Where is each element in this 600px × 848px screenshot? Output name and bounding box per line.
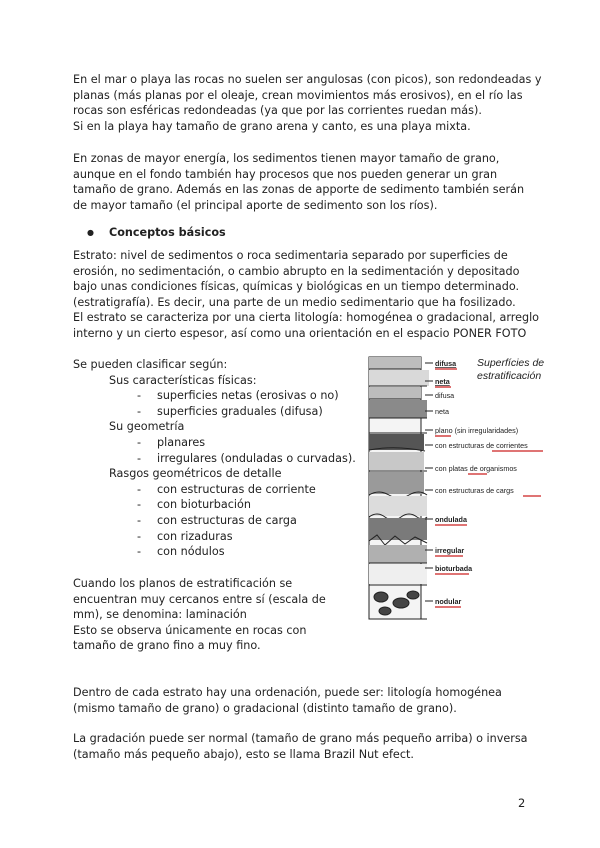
list-item: - con estructuras de carga xyxy=(137,513,297,527)
text-line: rocas son esféricas redondeadas (ya que por las corrientes ruedan más). xyxy=(73,104,482,118)
text-line: encuentran muy cercanos entre sí (escala de xyxy=(73,592,326,606)
label-neta-2: neta xyxy=(435,407,449,416)
text-line: planas (más planas por el oleaje, crean movimientos más erosivos), en el río las xyxy=(73,88,523,102)
text-line: tamaño de grano fino a muy fino. xyxy=(73,639,261,653)
classification-intro: Se pueden clasificar según: xyxy=(73,358,228,371)
paragraph-ordering xyxy=(73,685,535,716)
text-line: En zonas de mayor energía, los sedimentos tienen mayor tamaño de grano, xyxy=(73,152,500,165)
dash-icon: - xyxy=(137,482,142,496)
paragraph-energy-zones xyxy=(73,151,535,213)
dash-icon: - xyxy=(137,389,142,403)
text-line: La gradación puede ser normal (tamaño de grano más pequeño arriba) o inversa xyxy=(73,732,528,745)
section-heading xyxy=(73,225,535,241)
bullet-icon: ● xyxy=(87,228,94,237)
text-line: (mismo tamaño de grano) o gradacional (distinto tamaño de grano). xyxy=(73,701,457,715)
dash-icon: - xyxy=(137,435,142,449)
label-difusa-2: difusa xyxy=(435,391,455,400)
paragraph-lamination xyxy=(73,576,363,654)
text-line: mm), se denomina: laminación xyxy=(73,608,247,622)
text-line: Estrato: nivel de sedimentos o roca sedimentaria separado por superficies de xyxy=(73,249,508,262)
dash-icon: - xyxy=(137,498,142,512)
text-line: Si en la playa hay tamaño de grano arena y canto, es una playa mixta. xyxy=(73,119,471,133)
text-line: aunque en el fondo también hay procesos que nos pueden generar un gran xyxy=(73,167,498,181)
strata-column xyxy=(369,357,429,619)
dash-icon: - xyxy=(137,545,142,559)
category-title: Sus características físicas: xyxy=(109,373,257,387)
text-line: bajo unas condiciones físicas, químicas y biológicas en un tiempo determinado. xyxy=(73,280,520,294)
text-line: (estratigrafía). Es decir, una parte de un medio sedimentario que ha fosilizado. xyxy=(73,295,516,309)
label-irregular: irregular xyxy=(435,546,465,555)
dash-icon: - xyxy=(137,513,142,527)
page-number: 2 xyxy=(518,796,526,810)
category-title: Rasgos geométricos de detalle xyxy=(109,467,282,481)
paragraph-gradation xyxy=(73,731,535,762)
list-item: - irregulares (onduladas o curvadas). xyxy=(137,451,356,465)
figure-labels xyxy=(425,357,544,607)
stratification-figure xyxy=(355,353,555,623)
text-line: tamaño de grano. Además en las zonas de apporte de sedimento también serán xyxy=(73,183,525,197)
figure-title-line1: Superfícies de xyxy=(477,357,545,369)
label-ondulada: ondulada xyxy=(435,515,467,524)
heading-text: Conceptos básicos xyxy=(109,226,226,239)
category-title: Su geometría xyxy=(109,420,185,434)
text-line: El estrato se caracteriza por una cierta litología: homogénea o gradacional, arreglo xyxy=(73,311,540,325)
text-line: Cuando los planos de estratificación se xyxy=(73,577,293,590)
text-line: (tamaño más pequeño abajo), esto se llama Brazil Nut efect. xyxy=(73,747,414,761)
paragraph-rock-shapes xyxy=(73,72,542,134)
list-item: - con rizaduras xyxy=(137,529,233,543)
dash-icon: - xyxy=(137,529,142,543)
label-cargas: con estructuras de cargs xyxy=(435,486,514,495)
label-corrientes: con estructuras de corrientes xyxy=(435,441,528,450)
dash-icon: - xyxy=(137,451,142,465)
text-line: En el mar o playa las rocas no suelen ser angulosas (con picos), son redondeadas y xyxy=(73,73,542,86)
classification-list xyxy=(73,357,363,560)
label-nodular: nodular xyxy=(435,597,462,606)
list-item: - superficies netas (erosivas o no) xyxy=(137,389,339,403)
text-line: interno y un cierto espesor, así como una orientación en el espacio PONER FOTO xyxy=(73,326,527,340)
label-organismos: con platas de organismos xyxy=(435,464,517,473)
text-line: Esto se observa únicamente en rocas con xyxy=(73,623,307,637)
list-item: - con estructuras de corriente xyxy=(137,482,316,496)
list-item: - superficies graduales (difusa) xyxy=(137,404,323,418)
text-line: Dentro de cada estrato hay una ordenación, puede ser: litología homogénea xyxy=(73,686,502,699)
label-neta-1: neta xyxy=(435,377,450,386)
list-item: - planares xyxy=(137,435,206,449)
figure-title-line2: estratificación xyxy=(477,370,542,382)
list-item: - con bioturbación xyxy=(137,498,251,512)
label-bioturbada: bioturbada xyxy=(435,564,473,573)
label-plano: plano (sin irregularidades) xyxy=(435,426,519,435)
list-item: - con nódulos xyxy=(137,545,225,559)
dash-icon: - xyxy=(137,404,142,418)
label-difusa-1: difusa xyxy=(435,359,457,368)
paragraph-estrato-definition xyxy=(73,248,540,342)
text-line: erosión, no sedimentación, o cambio abrupto en la sedimentación y depositado xyxy=(73,264,520,278)
text-line: de mayor tamaño (el principal aporte de sedimento son los ríos). xyxy=(73,198,438,212)
